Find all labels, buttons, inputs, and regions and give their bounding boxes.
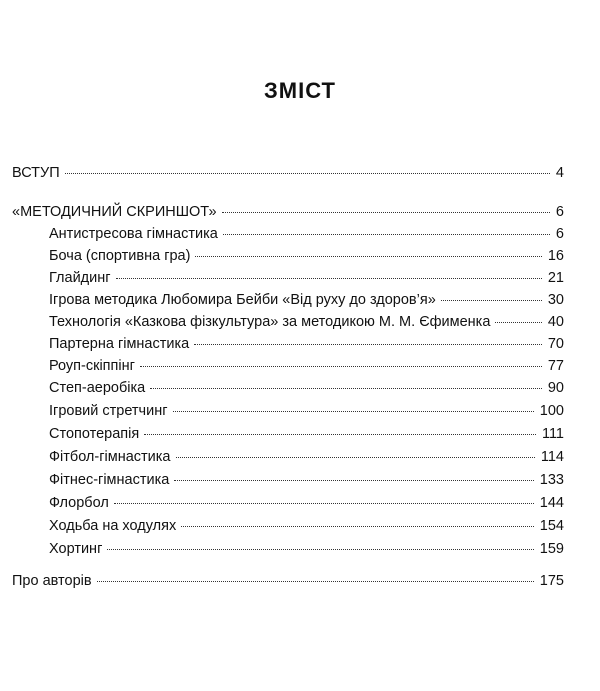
- toc-entry-page: 100: [539, 403, 564, 419]
- toc-entry-label: Про авторів: [12, 573, 92, 589]
- toc-entry-page: 40: [547, 314, 564, 330]
- toc-entry-label: Ходьба на ходулях: [49, 518, 177, 534]
- dot-leader: [150, 388, 542, 389]
- dot-leader: [173, 411, 534, 412]
- toc-entry[interactable]: [49, 247, 564, 265]
- dot-leader: [194, 344, 542, 345]
- toc-entry[interactable]: [49, 357, 564, 375]
- dot-leader: [441, 300, 542, 301]
- dot-leader: [174, 480, 533, 481]
- toc-entry-page: 16: [547, 248, 564, 264]
- toc-entry-label: Степ-аеробіка: [49, 380, 146, 396]
- toc-entry-label: Технологія «Казкова фізкультура» за методикою М. М. Єфименка: [49, 314, 491, 330]
- toc-entry[interactable]: [12, 164, 564, 182]
- toc-entry-label: Партерна гімнастика: [49, 336, 190, 352]
- dot-leader: [65, 173, 550, 174]
- toc-entry-label: ВСТУП: [12, 165, 60, 181]
- toc-entry-page: 21: [547, 270, 564, 286]
- dot-leader: [140, 366, 542, 367]
- dot-leader: [144, 434, 536, 435]
- toc-entry[interactable]: [12, 572, 564, 590]
- toc-entry[interactable]: [49, 379, 564, 397]
- dot-leader: [107, 549, 533, 550]
- toc-entry-page: 70: [547, 336, 564, 352]
- toc-entry-label: Стопотерапія: [49, 426, 140, 442]
- toc-entry-label: Ігрова методика Любомира Бейби «Від руху до здоров’я»: [49, 292, 436, 308]
- dot-leader: [114, 503, 534, 504]
- toc-entry-page: 144: [539, 495, 564, 511]
- toc-entry-page: 133: [539, 472, 564, 488]
- toc-entry[interactable]: [49, 494, 564, 512]
- toc-entry-label: Глайдинг: [49, 270, 111, 286]
- toc-entry-label: Ігровий стретчинг: [49, 403, 168, 419]
- dot-leader: [223, 234, 550, 235]
- toc-entry[interactable]: [49, 425, 564, 443]
- toc-entry-label: Фітнес-гімнастика: [49, 472, 170, 488]
- toc-entry[interactable]: [49, 540, 564, 558]
- dot-leader: [195, 256, 541, 257]
- toc-entry[interactable]: [49, 269, 564, 287]
- toc-entry[interactable]: [49, 402, 564, 420]
- toc-entry[interactable]: [49, 291, 564, 309]
- toc-entry-page: 159: [539, 541, 564, 557]
- toc-entry-page: 6: [555, 204, 564, 220]
- toc-entry-page: 90: [547, 380, 564, 396]
- toc-entry[interactable]: [49, 448, 564, 466]
- toc-entry-label: Флорбол: [49, 495, 109, 511]
- dot-leader: [222, 212, 550, 213]
- toc-entry-page: 175: [539, 573, 564, 589]
- toc-entry-label: Боча (спортивна гра): [49, 248, 191, 264]
- toc-entry-label: Хортинг: [49, 541, 103, 557]
- toc-entry[interactable]: [12, 203, 564, 221]
- toc-entry-page: 114: [540, 449, 564, 465]
- toc-entry-label: «МЕТОДИЧНИЙ СКРИНШОТ»: [12, 204, 217, 220]
- toc-entry-page: 77: [547, 358, 564, 374]
- toc-entry[interactable]: [49, 517, 564, 535]
- toc-entry[interactable]: [49, 335, 564, 353]
- toc-entry-page: 111: [541, 426, 564, 442]
- toc-entry[interactable]: [49, 225, 564, 243]
- page-title: ЗМІСТ: [264, 78, 336, 103]
- toc-entry-label: Антистресова гімнастика: [49, 226, 218, 242]
- toc-entry-label: Фітбол-гімнастика: [49, 449, 171, 465]
- dot-leader: [116, 278, 542, 279]
- toc-entry[interactable]: [49, 313, 564, 331]
- toc-entry-page: 30: [547, 292, 564, 308]
- toc-entry[interactable]: [49, 471, 564, 489]
- toc-entry-label: Роуп-скіппінг: [49, 358, 135, 374]
- toc-entry-page: 154: [539, 518, 564, 534]
- dot-leader: [495, 322, 541, 323]
- dot-leader: [97, 581, 534, 582]
- toc-entry-page: 4: [555, 165, 564, 181]
- dot-leader: [176, 457, 535, 458]
- toc-entry-page: 6: [555, 226, 564, 242]
- dot-leader: [181, 526, 534, 527]
